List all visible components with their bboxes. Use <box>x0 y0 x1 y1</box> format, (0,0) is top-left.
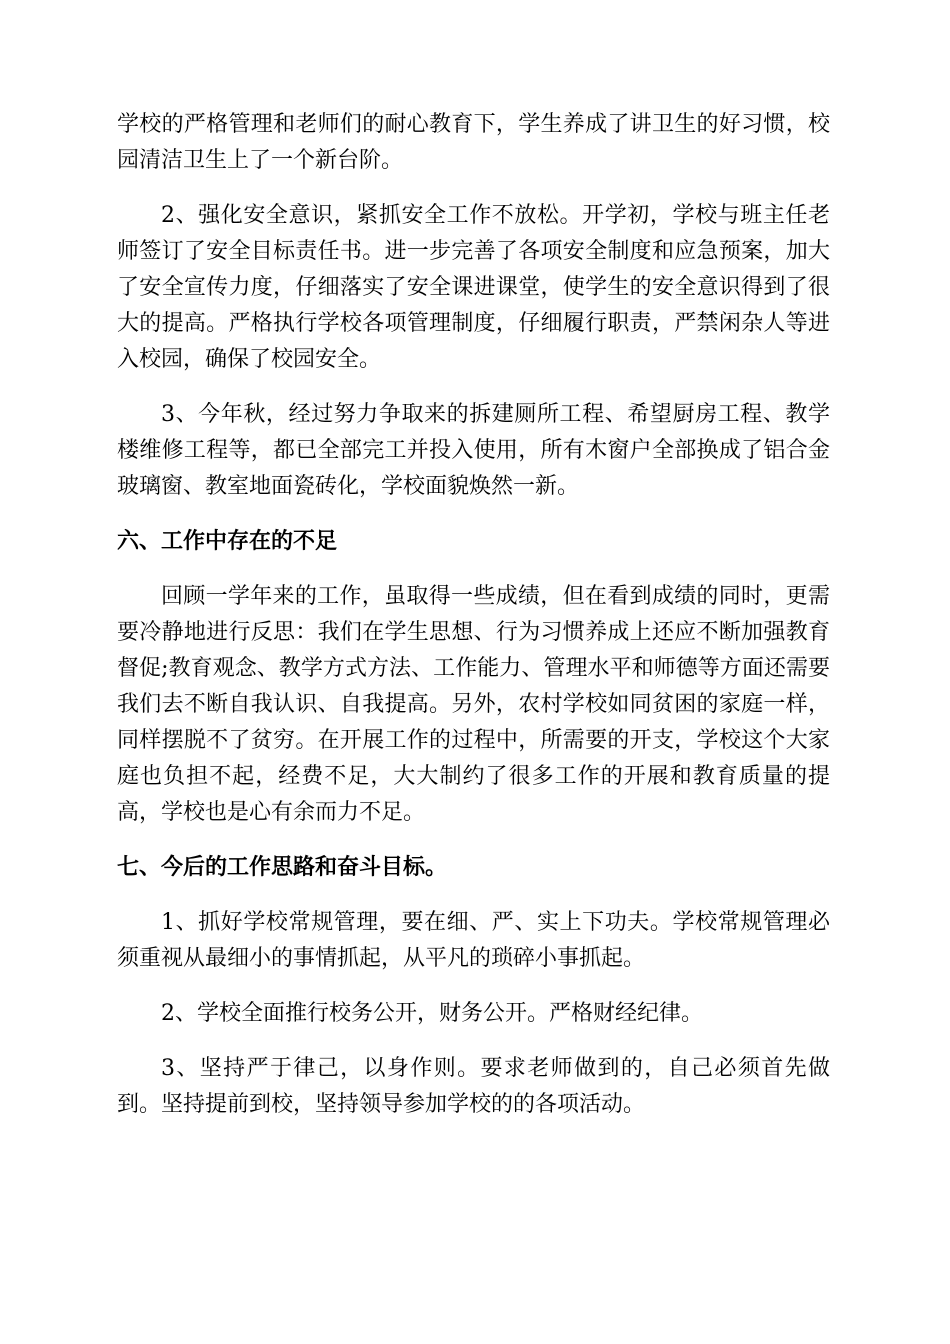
paragraph-construction: 3、今年秋，经过努力争取来的拆建厕所工程、希望厨房工程、教学楼维修工程等，都已全部完工并投入使用，所有木窗户全部换成了铝合金玻璃窗、教室地面瓷砖化，学校面貌焕然一新。 <box>117 402 830 499</box>
paragraph-goal-1: 1、抓好学校常规管理，要在细、严、实上下功夫。学校常规管理必须重视从最细小的事情抓起，从平凡的琐碎小事抓起。 <box>117 910 830 971</box>
section-heading-shortcomings: 六、工作中存在的不足 <box>117 529 338 554</box>
paragraph-safety: 2、强化安全意识，紧抓安全工作不放松。开学初，学校与班主任老师签订了安全目标责任书。进一步完善了各项安全制度和应急预案，加大了安全宣传力度，仔细落实了安全课进课堂，使学生的安全意识得到了很大的提高。严格执行学校各项管理制度，仔细履行职责，严禁闲杂人等进入校园，确保了校园安全。 <box>117 203 830 372</box>
paragraph-goal-3: 3、坚持严于律己，以身作则。要求老师做到的，自己必须首先做到。坚持提前到校，坚持领导参加学校的的各项活动。 <box>117 1056 830 1117</box>
paragraph-shortcomings: 回顾一学年来的工作，虽取得一些成绩，但在看到成绩的同时，更需要冷静地进行反思：我们在学生思想、行为习惯养成上还应不断加强教育督促;教育观念、教学方式方法、工作能力、管理水平和师德等方面还需要我们去不断自我认识、自我提高。另外，农村学校如同贫困的家庭一样，同样摆脱不了贫穷。在开展工作的过程中，所需要的开支，学校这个大家庭也负担不起，经费不足，大大制约了很多工作的开展和教育质量的提高，学校也是心有余而力不足。 <box>117 584 830 825</box>
paragraph-continuation: 学校的严格管理和老师们的耐心教育下，学生养成了讲卫生的好习惯，校园清洁卫生上了一个新台阶。 <box>117 112 830 173</box>
paragraph-goal-2: 2、学校全面推行校务公开，财务公开。严格财经纪律。 <box>161 1001 703 1026</box>
section-heading-goals: 七、今后的工作思路和奋斗目标。 <box>117 855 448 880</box>
